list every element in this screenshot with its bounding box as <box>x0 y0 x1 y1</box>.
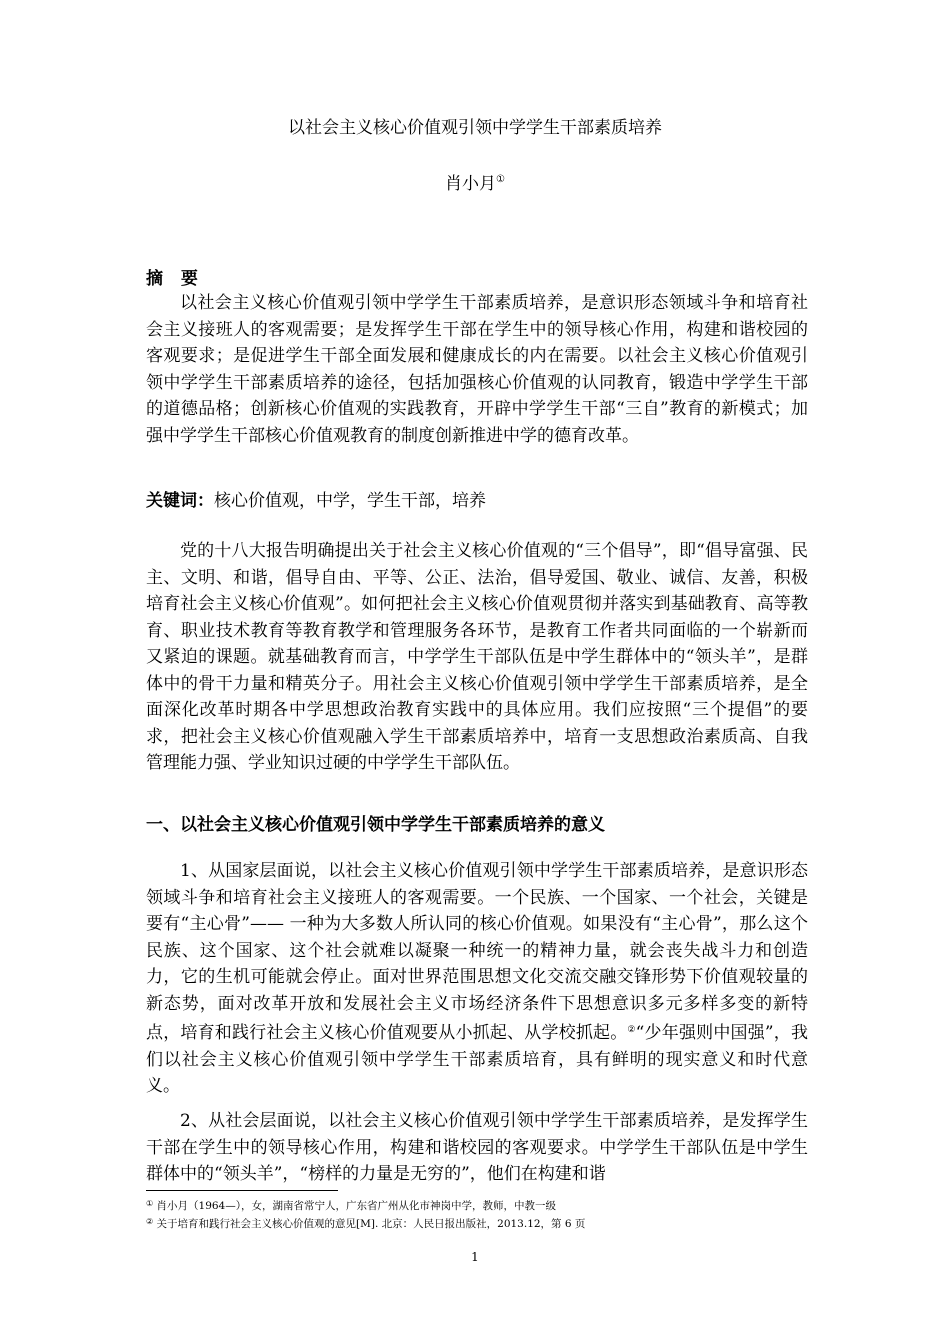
keywords-label: 关键词： <box>146 491 214 511</box>
section-paragraph-1 <box>146 858 808 1100</box>
abstract-heading: 摘 要 <box>146 269 204 289</box>
section-heading: 一、以社会主义核心价值观引领中学学生干部素质培养的意义 <box>146 815 605 835</box>
author-name: 肖小月 <box>445 174 497 194</box>
footnote-mark: ② <box>146 1217 154 1226</box>
page-number: 1 <box>471 1250 479 1264</box>
footnote-item <box>146 1214 808 1232</box>
author-line <box>0 168 950 196</box>
footnote-text: 肖小月（1964—），女，湖南省常宁人，广东省广州从化市神岗中学，教师，中教一级 <box>156 1200 556 1212</box>
footnote-ref-mark[interactable]: ② <box>627 1025 636 1035</box>
footnote-item <box>146 1196 808 1214</box>
paragraph-text: “少年强则中国强”，我们以社会主义核心价值观引领中学学生干部素质培育，具有鲜明的现实意义和时代意义。 <box>146 1023 808 1096</box>
keywords-text: 核心价值观，中学，学生干部，培养 <box>214 491 486 511</box>
author-footnote-mark[interactable]: ① <box>496 174 505 185</box>
intro-paragraph: 党的十八大报告明确提出关于社会主义核心价值观的“三个倡导”，即“倡导富强、民主、文明、和谐，倡导自由、平等、公正、法治，倡导爱国、敬业、诚信、友善，积极培育社会主义核心价值观”。如何把社会主义核心价值观贯彻并落实到基础教育、高等教育、职业技术教育等教育教学和管理服务各环节，是教育工作者共同面临的一个崭新而又紧迫的课题。就基础教育而言，中学学生干部队伍是中学生群体中的“领头羊”，是群体中的骨干力量和精英分子。用社会主义核心价值观引领中学学生干部素质培养，是全面深化改革时期各中学思想政治教育实践中的具体应用。我们应按照“三个提倡”的要求，把社会主义核心价值观融入学生干部素质培养中，培育一支思想政治素质高、自我管理能力强、学业知识过硬的中学学生干部队伍。 <box>146 541 808 773</box>
paragraph-text: 1、从国家层面说，以社会主义核心价值观引领中学学生干部素质培养，是意识形态领域斗争和培育社会主义接班人的客观需要。一个民族、一个国家、一个社会，关键是要有“主心骨”—— 一种为大多数人所认同的核心价值观。如果没有“主心骨”，那么这个民族、这个国家、这个社会就难以凝聚一种统一的精神力量，就会丧失战斗力和创造力，它的生机可能就会停止。面对世界范围思想文化交流交融交锋形势下价值观较量的新态势，面对改革开放和发展社会主义市场经济条件下思想意识多元多样多变的新特点，培育和践行社会主义核心价值观要从小抓起、从学校抓起。 <box>146 861 808 1043</box>
keywords-line <box>146 488 808 515</box>
abstract-text: 以社会主义核心价值观引领中学学生干部素质培养，是意识形态领域斗争和培育社会主义接班人的客观需要；是发挥学生干部在学生中的领导核心作用，构建和谐校园的客观要求；是促进学生干部全面发展和健康成长的内在需要。以社会主义核心价值观引领中学学生干部素质培养的途径，包括加强核心价值观的认同教育，锻造中学学生干部的道德品格；创新核心价值观的实践教育，开辟中学学生干部“三自”教育的新模式；加强中学学生干部核心价值观教育的制度创新推进中学的德育改革。 <box>146 293 808 446</box>
footnote-mark: ① <box>146 1199 154 1208</box>
footnote-divider <box>146 1190 338 1191</box>
footnote-text: 关于培育和践行社会主义核心价值观的意见[M]. 北京：人民日报出版社，2013.12，第 6 页 <box>156 1218 586 1230</box>
section-paragraph-2: 2、从社会层面说，以社会主义核心价值观引领中学学生干部素质培养，是发挥学生干部在学生中的领导核心作用，构建和谐校园的客观要求。中学学生干部队伍是中学生群体中的“领头羊”，“榜样的力量是无穷的”，他们在构建和谐 <box>146 1111 808 1184</box>
footnotes <box>146 1196 808 1232</box>
document-title: 以社会主义核心价值观引领中学学生干部素质培养 <box>288 118 662 138</box>
